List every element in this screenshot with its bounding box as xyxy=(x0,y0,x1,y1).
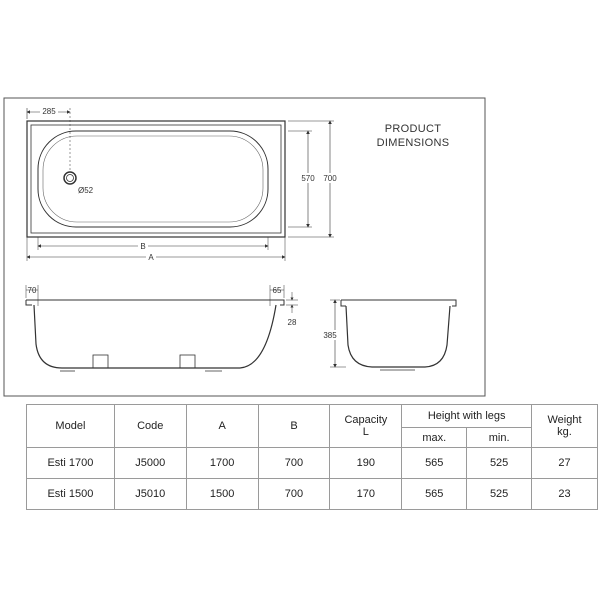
title-line-2: DIMENSIONS xyxy=(376,137,450,149)
header-code: Code xyxy=(114,405,186,448)
outer-length-label: A xyxy=(148,253,154,262)
table-row xyxy=(27,479,598,510)
cell-code: J5010 xyxy=(114,479,186,510)
spec-table xyxy=(26,404,598,510)
cell-capacity: 170 xyxy=(330,479,402,510)
header-capacity-line2: L xyxy=(362,426,369,438)
dimension-outlet-offset xyxy=(27,107,70,172)
dimension-widths xyxy=(288,121,340,237)
header-max: max. xyxy=(402,428,467,448)
cell-a: 1700 xyxy=(186,448,258,479)
cell-a: 1500 xyxy=(186,479,258,510)
header-weight-line1: Weight xyxy=(547,414,582,426)
header-capacity-line1: Capacity xyxy=(344,414,388,426)
side-view xyxy=(26,300,284,371)
cell-max: 565 xyxy=(402,479,467,510)
drain-outlet-icon xyxy=(64,172,76,184)
top-view xyxy=(27,121,285,237)
inner-width-value: 570 xyxy=(301,174,315,183)
tub-outer-outline xyxy=(27,121,285,237)
header-weight xyxy=(532,405,598,448)
header-height-with-legs: Height with legs xyxy=(402,405,532,428)
dimension-depth xyxy=(321,300,346,367)
end-view xyxy=(341,300,456,370)
outlet-offset-value: 285 xyxy=(42,107,56,116)
dimension-lengths xyxy=(27,237,285,262)
rim-height-value: 28 xyxy=(287,318,297,327)
header-a: A xyxy=(186,405,258,448)
cell-weight: 23 xyxy=(532,479,598,510)
inner-length-label: B xyxy=(140,242,146,251)
cell-weight: 27 xyxy=(532,448,598,479)
outlet-diameter-label: Ø52 xyxy=(78,186,94,195)
tub-basin-outline xyxy=(38,131,268,227)
header-min: min. xyxy=(467,428,532,448)
depth-value: 385 xyxy=(323,331,337,340)
cell-code: J5000 xyxy=(114,448,186,479)
header-b: B xyxy=(258,405,330,448)
right-leg xyxy=(180,355,195,368)
outer-width-value: 700 xyxy=(323,174,337,183)
header-model: Model xyxy=(27,405,115,448)
cell-model: Esti 1700 xyxy=(27,448,115,479)
left-rim-value: 70 xyxy=(27,286,37,295)
table-header-row xyxy=(27,405,598,428)
cell-b: 700 xyxy=(258,448,330,479)
title-line-1: PRODUCT xyxy=(384,123,442,135)
cell-min: 525 xyxy=(467,479,532,510)
cell-capacity: 190 xyxy=(330,448,402,479)
right-rim-value: 65 xyxy=(272,286,282,295)
table-row xyxy=(27,448,598,479)
dimension-rims xyxy=(26,285,298,327)
cell-min: 525 xyxy=(467,448,532,479)
header-weight-line2: kg. xyxy=(557,426,572,438)
header-capacity xyxy=(330,405,402,448)
cell-b: 700 xyxy=(258,479,330,510)
cell-max: 565 xyxy=(402,448,467,479)
tub-rim-outline xyxy=(31,125,281,233)
left-leg xyxy=(93,355,108,368)
cell-model: Esti 1500 xyxy=(27,479,115,510)
